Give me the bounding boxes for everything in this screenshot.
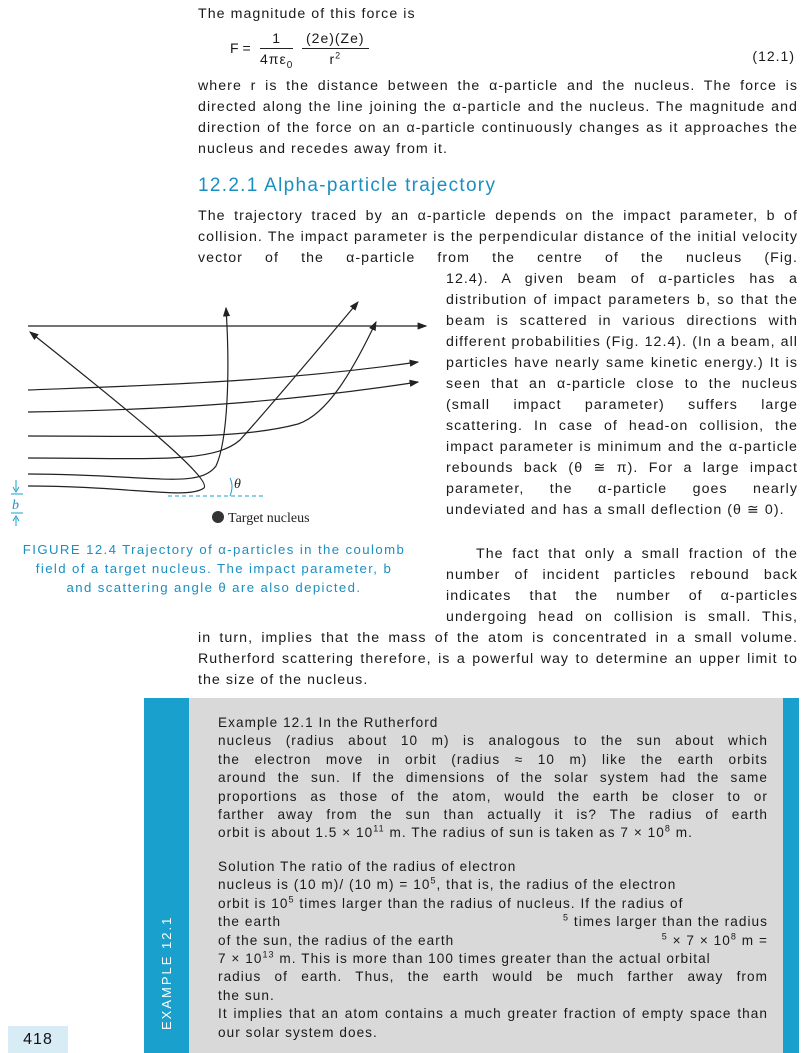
question-last-line: orbit is about $1.5 \times 10^{11}$ m. The radius of sun is taken as $7 \times 10^8$ m. bbox=[218, 823, 693, 841]
question-line: around the sun. If the dimensions of the solar system had the same bbox=[218, 770, 768, 786]
solution-line: nucleus is (10 m)/ (10 $m) = 10^5$, that is, the radius of the electron bbox=[218, 875, 677, 893]
paragraph-trajectory-wrap: 12.4). A given beam of α-particles has a distribution of impact parameters b, so that the beam is scattered in various directions with different probabilities (Fig. 12.4). (In a beam, all particles have nearly same kinetic energy.) It is seen that an α-particle close to the nucleus (small impact parameter) suffers large scattering. In case of head-on collision, the impact parameter is minimum and the α-particle rebounds back (θ ≅ π). For a large impact parameter, the α-particle goes nearly undeviated and has a small deflection (θ ≅ 0). bbox=[446, 271, 798, 518]
solution-conclusion: It implies that an atom contains a much greater fraction of empty space than our solar system does. bbox=[218, 1006, 768, 1040]
question-line: the electron move in orbit (radius ≈ 10 m) like the earth orbits bbox=[218, 751, 768, 767]
trajectory-6 bbox=[28, 308, 228, 479]
question-line: farther away from the sun than actually it is? The radius of earth bbox=[218, 807, 768, 823]
solution-line: the sun. bbox=[218, 987, 275, 1003]
solution-line: the earth $^5$ times larger than the radius bbox=[218, 912, 768, 930]
nucleus-label: Target nucleus bbox=[228, 511, 310, 526]
section-title: 12.2.1 Alpha-particle trajectory bbox=[198, 175, 497, 196]
equation-lhs: F = bbox=[230, 40, 251, 56]
solution-line: of the sun, the radius of the earth $^5 \times 7 \times 10^8$ m = bbox=[218, 931, 768, 948]
figure-caption: FIGURE 12.4 Trajectory of α-particles in the coulomb field of a target nucleus. The impact parameter, b and scattering angle θ are also depicted. bbox=[22, 542, 406, 595]
fraction-2-denominator: $r^2$ bbox=[329, 50, 342, 67]
solution-line: radius of earth. Thus, the earth would be much farther away from bbox=[218, 969, 768, 985]
trajectory-2 bbox=[28, 362, 418, 390]
trajectory-figure bbox=[8, 290, 444, 530]
question-line: proportions as those of the atom, would the earth be closer to or bbox=[218, 788, 768, 804]
trajectory-4 bbox=[28, 322, 376, 436]
target-nucleus-icon bbox=[212, 511, 224, 523]
fraction-1-numerator: 1 bbox=[260, 30, 293, 49]
question-line: nucleus (radius about 10 m) is analogous to the sun about which bbox=[218, 733, 768, 749]
example-right-bar bbox=[783, 698, 799, 1053]
solution-heading: Solution The ratio of the radius of electron bbox=[218, 859, 517, 874]
theta-label: θ bbox=[234, 477, 241, 492]
example-side-label: EXAMPLE 12.1 bbox=[159, 915, 174, 1030]
equation-fraction-1 bbox=[260, 30, 293, 71]
paragraph-fraction: The fact that only a small fraction of the number of incident particles rebound back indicates that the number of α-particles undergoing head on collision is small. This, bbox=[446, 546, 798, 625]
angle-arc bbox=[230, 478, 232, 496]
paragraph-force: where r is the distance between the α-particle and the nucleus. The force is directed along the line joining the α-particle and the nucleus. The magnitude and direction of the force on an α-particle continuously changes as it approaches the nucleus and recedes away from it. bbox=[198, 78, 798, 157]
equation-number: (12.1) bbox=[752, 48, 795, 64]
page-number: 418 bbox=[8, 1026, 68, 1053]
b-label: b bbox=[12, 498, 19, 513]
trajectory-7 bbox=[28, 332, 205, 493]
example-question bbox=[218, 714, 768, 843]
equation-fraction-2 bbox=[302, 30, 369, 67]
question-line: Example 12.1 In the Rutherford bbox=[218, 715, 439, 730]
paragraph-trajectory: The trajectory traced by an α-particle depends on the impact parameter, b of collision. The impact parameter is the perpendicular distance of the initial velocity vector of the α-particle from the centre of the nucleus (Fig. bbox=[198, 208, 798, 266]
solution-line: $7 \times 10^{13}$ m. This is more than 100 times greater than the actual orbital bbox=[218, 949, 711, 967]
solution-line: orbit is $10^5$ times larger than the radius of nucleus. If the radius of bbox=[218, 894, 684, 911]
fraction-1-denominator: $4\pi\varepsilon_0$ bbox=[260, 51, 294, 71]
intro-line: The magnitude of this force is bbox=[198, 6, 416, 22]
paragraph-conclusion: in turn, implies that the mass of the atom is concentrated in a small volume. Rutherford scattering therefore, is a powerful way to determine an upper limit to the size of the nucleus. bbox=[198, 630, 798, 688]
fraction-2-numerator: (2e)(Ze) bbox=[302, 30, 369, 49]
example-solution bbox=[218, 858, 768, 1042]
trajectory-3 bbox=[28, 382, 418, 412]
